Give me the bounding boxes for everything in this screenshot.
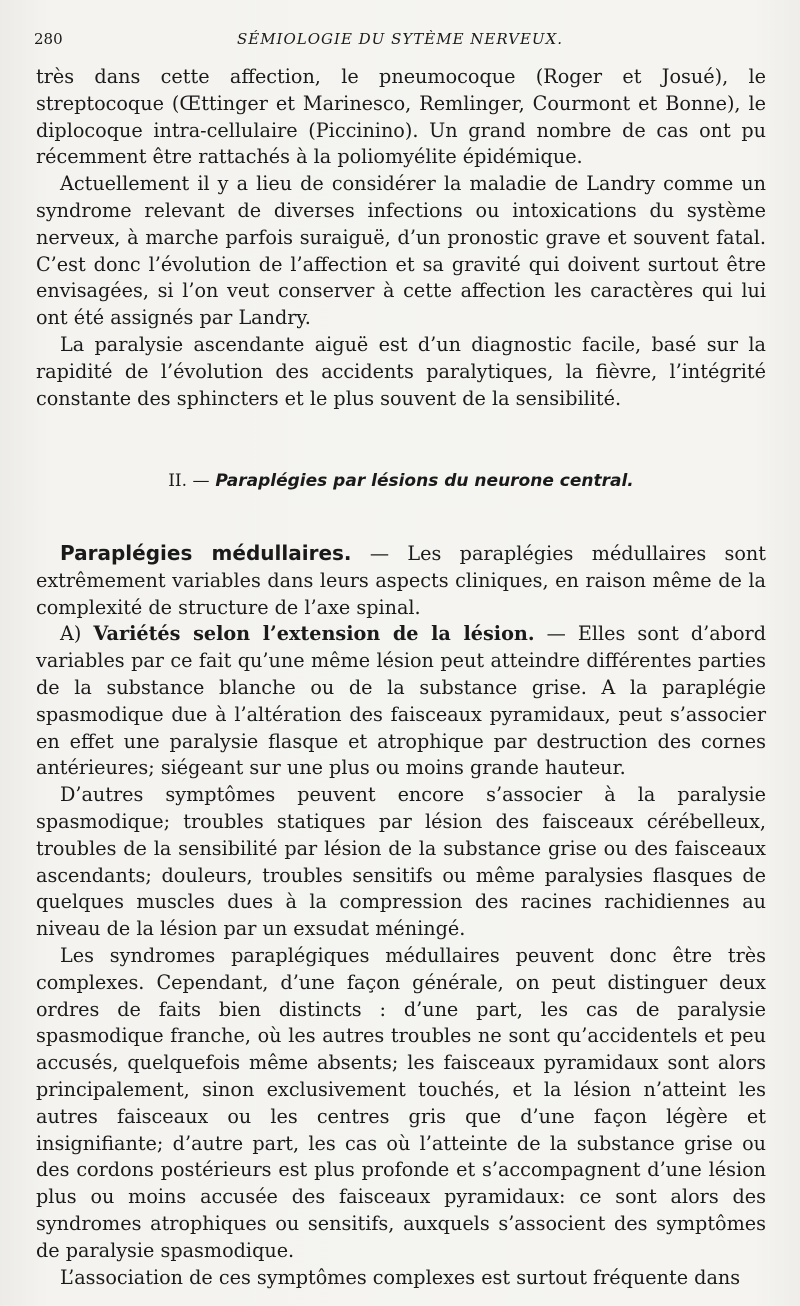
text-block-bottom — [36, 540, 766, 1291]
page-number: 280 — [34, 30, 63, 48]
paragraph-text: — Elles sont d’abord variables par ce fait qu’une même lésion peut atteindre différentes parties de la substance blanche ou de la substance grise. A la paraplégie spasmodique due à l’altération des faisceaux pyramidaux, peut s’associer en effet une paralysie flasque et atrophique par destruction des cornes antérieures; siégeant sur une plus ou moins grande hauteur. — [36, 622, 766, 780]
paragraph: très dans cette affection, le pneumocoque (Roger et Josué), le streptocoque (Œttinger et Marinesco, Remlinger, Courmont et Bonne), le diplocoque intra-cellulaire (Piccinino). Un grand nombre de cas ont pu récemment être rattachés à la poliomyélite épidémique. — [36, 65, 766, 169]
item-label: A) — [60, 622, 94, 646]
subsection-heading: Paraplégies médullaires. — [60, 541, 352, 565]
paragraph: Les syndromes paraplégiques médullaires peuvent donc être très complexes. Cependant, d’une façon générale, on peut distinguer deux ordres de faits bien distincts : d’une part, les cas de paralysie spasmodique franche, où les autres troubles ne sont qu’accidentels et peu accusés, quelquefois même absents; les faisceaux pyramidaux sont alors principalement, sinon exclusivement touchés, et la lésion n’atteint les autres faisceaux ou les centres gris que d’une façon légère et insignifiante; d’autre part, les cas où l’atteinte de la substance grise ou des cordons postérieurs est plus profonde et s’accompagnent d’une lésion plus ou moins accusée des faisceaux pyramidaux: ce sont alors des syndromes atrophiques ou sensitifs, auxquels s’associent des symptômes de paralysie spasmodique. — [36, 943, 766, 1262]
section-number: II. — — [168, 471, 210, 491]
page-header — [34, 30, 766, 54]
paragraph — [36, 540, 766, 621]
section-heading — [36, 471, 766, 491]
paragraph: La paralysie ascendante aiguë est d’un diagnostic facile, basé sur la rapidité de l’évolution des accidents paralytiques, la fièvre, l’intégrité constante des sphincters et le plus souvent de la sensibilité. — [36, 332, 766, 410]
paragraph — [36, 621, 766, 782]
section-title: Paraplégies par lésions du neurone central. — [215, 471, 634, 491]
subsection-heading: Variétés selon l’extension de la lésion. — [93, 622, 535, 646]
paragraph: D’autres symptômes peuvent encore s’associer à la paralysie spasmodique; troubles statiques par lésion des faisceaux cérébelleux, troubles de la sensibilité par lésion de la substance grise ou des faisceaux ascendants; douleurs, troubles sensitifs ou même paralysies flasques de quelques muscles dues à la compression des racines rachidiennes au niveau de la lésion par un exsudat méningé. — [36, 783, 766, 941]
running-title: SÉMIOLOGIE DU SYTÈME NERVEUX. — [236, 30, 564, 48]
paragraph: Actuellement il y a lieu de considérer la maladie de Landry comme un syndrome relevant de diverses infections ou intoxications du système nerveux, à marche parfois suraiguë, d’un pronostic grave et souvent fatal. C’est donc l’évolution de l’affection et sa gravité qui doivent surtout être envisagées, si l’on veut conserver à cette affection les caractères qui lui ont été assignés par Landry. — [36, 172, 766, 330]
text-block-top — [36, 64, 766, 412]
paragraph-text: — Les paraplégies médullaires sont extrêmement variables dans leurs aspects cliniques, en raison même de la complexité de structure de l’axe spinal. — [36, 542, 766, 619]
paragraph: L’association de ces symptômes complexes est surtout fréquente dans — [60, 1265, 741, 1289]
